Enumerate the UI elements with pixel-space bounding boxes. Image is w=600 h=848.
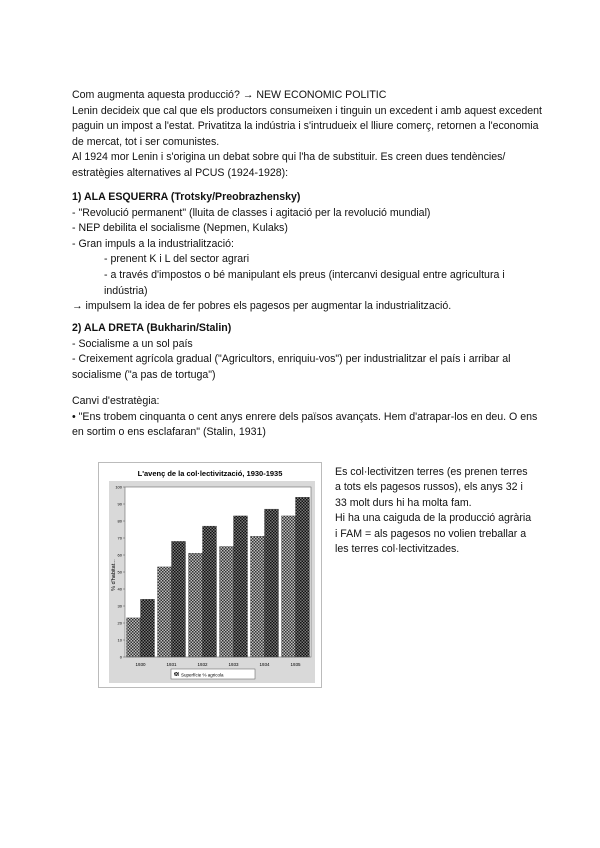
x-tick-label: 1932	[197, 662, 208, 667]
collectivization-chart	[98, 462, 322, 688]
strategy-section	[72, 394, 542, 441]
bar-1932-1	[203, 526, 217, 657]
left-wing-item: - Gran impuls a la industrialització:	[72, 237, 234, 250]
left-wing-section	[72, 190, 542, 315]
intro-paragraph-1: Lenin decideix que cal que els productors consumeixen i tinguin un excedent i amb aquest excedent paguin un impost a l'estat. Privatitza la indústria i s'intrudueix el lliure comerç, retornen a l'economia de mercat, tot i ser comunistes.	[72, 104, 542, 148]
y-tick-label: 10	[117, 637, 122, 643]
strategy-quote: • "Ens trobem cinquanta o cent anys enrere dels països avançats. Hem d'atrapar-los en deu. O ens en sortim o ens esclafaran" (Stalin, 1931)	[72, 410, 538, 439]
bar-1930-0	[127, 618, 141, 657]
y-tick-label: 90	[117, 501, 122, 507]
y-tick-label: 80	[117, 518, 122, 524]
y-tick-label: 50	[117, 569, 122, 575]
y-tick-label: 100	[115, 484, 122, 490]
bar-1932-0	[189, 553, 203, 657]
x-tick-label: 1935	[290, 662, 301, 667]
left-wing-item: - "Revolució permanent" (lluita de classes i agitació per la revolució mundial)	[72, 206, 431, 219]
right-wing-item: - Creixement agrícola gradual ("Agricultors, enriquiu-vos") per industrialitzar el país i arribar al socialisme ("a pas de tortuga")	[72, 353, 511, 381]
chart-title: L'avenç de la col·lectivització, 1930-1935	[137, 469, 283, 478]
y-tick-label: 70	[117, 535, 122, 541]
y-tick-label: 30	[117, 603, 122, 609]
x-tick-label: 1934	[259, 662, 270, 667]
left-wing-conclusion: → impulsem la idea de fer pobres els pagesos per augmentar la industrialització.	[72, 300, 452, 313]
legend-label: Superfície % agricola	[181, 672, 224, 678]
left-wing-subitem: - prenent K i L del sector agrari	[104, 253, 250, 266]
left-wing-heading: 1) ALA ESQUERRA (Trotsky/Preobrazhensky)	[72, 191, 301, 203]
bar-1934-1	[265, 509, 279, 657]
bar-1935-0	[282, 516, 296, 657]
right-wing-section	[72, 321, 542, 383]
right-wing-item: - Socialisme a un sol país	[72, 337, 193, 350]
x-tick-label: 1930	[135, 662, 146, 667]
bar-1933-0	[220, 547, 234, 658]
right-wing-heading: 2) ALA DRETA (Bukharin/Stalin)	[72, 322, 232, 334]
x-tick-label: 1931	[166, 662, 177, 667]
bar-1934-0	[251, 536, 265, 657]
y-tick-label: 20	[117, 620, 122, 626]
bar-1935-1	[296, 497, 310, 657]
strategy-title: Canvi d'estratègia:	[72, 395, 160, 407]
y-tick-label: 0	[119, 654, 122, 660]
y-tick-label: 40	[117, 586, 122, 592]
bar-1930-1	[141, 599, 155, 657]
y-axis-label: % d'habitat...	[111, 559, 117, 591]
y-tick-label: 60	[117, 552, 122, 558]
intro-question: Com augmenta aquesta producció? → NEW ECONOMIC POLITIC	[72, 89, 387, 101]
intro-paragraph-2: Al 1924 mor Lenin i s'origina un debat sobre qui l'ha de substituir. Es creen dues tendències/ estratègies alternatives al PCUS (1924-1928):	[72, 151, 506, 179]
side-text	[335, 465, 535, 557]
bar-1933-1	[234, 516, 248, 657]
side-paragraph-2: Hi ha una caiguda de la producció agrària i FAM = als pagesos no volien treballar a les terres col·lectivitzades.	[335, 512, 532, 556]
legend-swatch	[174, 672, 179, 676]
side-paragraph-1: Es col·lectivitzen terres (es prenen terres a tots els pagesos russos), els anys 32 i 33 molt durs hi ha molta fam.	[335, 466, 528, 509]
bar-1931-1	[172, 541, 186, 657]
x-tick-label: 1933	[228, 662, 239, 667]
left-wing-subitem: - a través d'impostos o bé manipulant els preus (intercanvi desigual entre agricultura i indústria)	[104, 268, 505, 297]
left-wing-item: - NEP debilita el socialisme (Nepmen, Kulaks)	[72, 222, 288, 235]
intro-block	[72, 88, 542, 182]
chart-svg	[99, 463, 321, 687]
bar-1931-0	[158, 567, 172, 657]
